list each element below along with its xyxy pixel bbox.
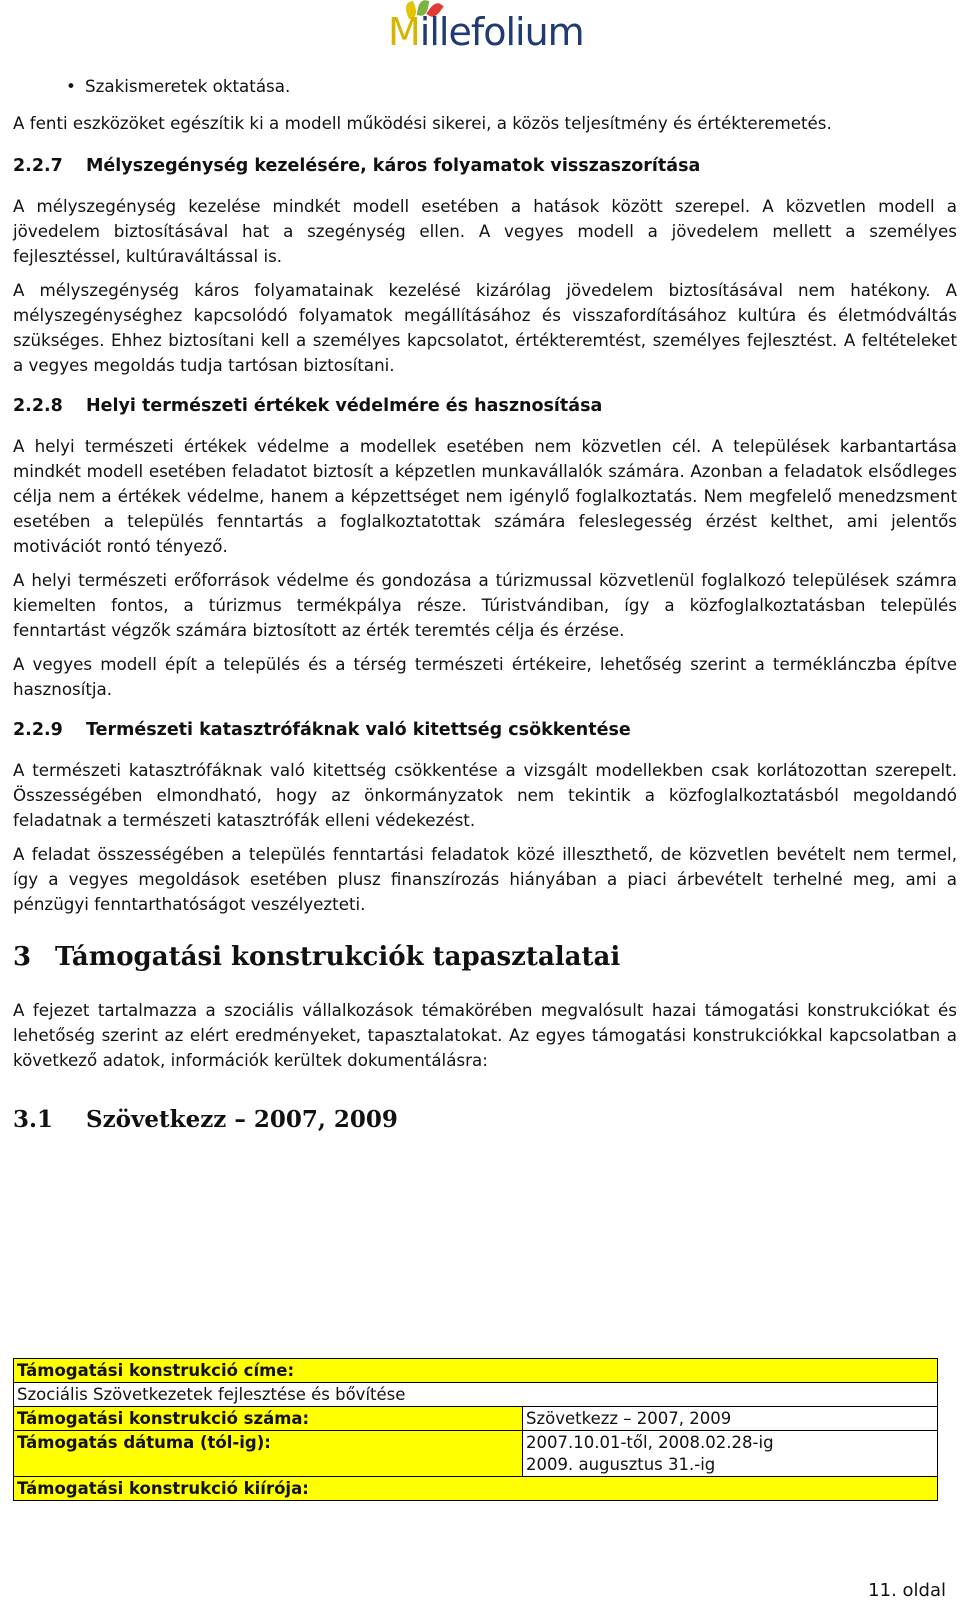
paragraph: A vegyes modell épít a település és a térség természeti értékeire, lehetőség szerint a terméklánczba építve hasznosítja.: [13, 654, 957, 699]
table-row: [14, 1383, 938, 1407]
table-row: [14, 1359, 938, 1383]
table-label-cell: Támogatási konstrukció címe:: [14, 1359, 938, 1383]
paragraph: A mélyszegénység káros folyamatainak kezelésé kizárólag jövedelem biztosításával nem hatékony. A mélyszegénységhez kapcsolódó folyamatok megállításához és visszafordításához kultúra és életmódváltás szükséges. Ehhez biztosítani kell a személyes kapcsolatot, értékteremtést, személyes fejlesztést. A feltételeket a vegyes megoldás tudja tartósan biztosítani.: [13, 280, 957, 375]
paragraph: A helyi természeti értékek védelme a modellek esetében nem közvetlen cél. A települések karbantartása mindkét modell esetében feladatot biztosít a képzetlen munkavállalók számára. Azonban a feladatok elsődleges célja nem a értékek védelme, hanem a képzettséget nem igénylő foglalkoztatás. Nem megfelelő menedzsment esetében a település fenntartás a foglalkoztatottak számára feleslegesség érzést kelthet, ami jelentős motivációt rontó tényező.: [13, 436, 957, 556]
section-title: Helyi természeti értékek védelmére és hasznosítása: [86, 396, 603, 416]
table-row: [14, 1407, 938, 1431]
table-value-cell: [523, 1431, 938, 1477]
table-value-cell: Szociális Szövetkezetek fejlesztése és bővítése: [14, 1383, 938, 1407]
millefolium-logo: [388, 2, 584, 62]
table-value-cell: Szövetkezz – 2007, 2009: [523, 1407, 938, 1431]
document-body: [13, 74, 957, 1155]
section-number: 2.2.8: [13, 396, 63, 416]
bullet-item: • Szakismeretek oktatása.: [13, 74, 957, 99]
paragraph: A fenti eszközöket egészítik ki a modell működési sikerei, a közös teljesítmény és értékteremetés.: [13, 113, 832, 133]
paragraph: A feladat összességében a település fenntartási feladatok közé illeszthető, de közvetlen bevételt nem termel, így a vegyes megoldások esetében plusz finanszírozás hiányában a piaci árbevételt terhelné meg, ami a pénzügyi fenntarthatóságot veszélyezteti.: [13, 844, 957, 914]
table-label-cell: Támogatás dátuma (tól-ig):: [14, 1431, 523, 1477]
chapter-heading-3: [13, 940, 957, 974]
table-row: [14, 1431, 938, 1477]
section-heading-227: [13, 154, 957, 179]
logo-wordmark: Millefolium: [388, 10, 584, 54]
table-label-cell: Támogatási konstrukció kiírója:: [14, 1477, 938, 1501]
section-number: 2.2.7: [13, 156, 63, 176]
paragraph: A helyi természeti erőforrások védelme és gondozása a túrizmussal közvetlenül foglalkozó települések számra kiemelten fontos, a túrizmus termékpálya része. Túristvándiban, így a közfoglalkoztatásban település fenntartást végzők számára biztosított az érték teremtés célja és érzése.: [13, 570, 957, 640]
date-line: 2007.10.01-től, 2008.02.28-ig: [526, 1433, 774, 1452]
section-heading-31: [13, 1105, 957, 1135]
date-line: 2009. augusztus 31.-ig: [526, 1455, 716, 1474]
section-title: Mélyszegénység kezelésére, káros folyamatok visszaszorítása: [86, 156, 701, 176]
section-title: Természeti katasztrófáknak való kitettség csökkentése: [86, 720, 631, 740]
paragraph: A mélyszegénység kezelése mindkét modell esetében a hatások között szerepel. A közvetlen modell a jövedelem biztosításával hat a szegénység ellen. A vegyes modell a jövedelem mellett a személyes fejlesztéssel, kultúraváltással is.: [13, 196, 957, 266]
page-number: 11. oldal: [868, 1580, 946, 1601]
table-label-cell: Támogatási konstrukció száma:: [14, 1407, 523, 1431]
section-number: 3.1: [13, 1106, 54, 1133]
info-table: [13, 1358, 938, 1501]
section-number: 2.2.9: [13, 720, 63, 740]
chapter-title: Támogatási konstrukciók tapasztalatai: [55, 942, 621, 972]
section-heading-228: [13, 394, 957, 419]
section-title: Szövetkezz – 2007, 2009: [86, 1106, 398, 1133]
paragraph: A fejezet tartalmazza a szociális vállalkozások témakörében megvalósult hazai támogatási konstrukciókat és lehetőség szerint az elért eredményeket, tapasztalatokat. Az egyes támogatási konstrukciókkal kapcsolatban a következő adatok, információk kerültek dokumentálásra:: [13, 1000, 957, 1070]
section-heading-229: [13, 718, 957, 743]
paragraph: A természeti katasztrófáknak való kitettség csökkentése a vizsgált modellekben csak korlátozottan szerepelt. Összességében elmondható, hogy az önkormányzatok nem tekintik a közfoglalkoztatásból megoldandó feladatnak a természeti katasztrófák elleni védekezést.: [13, 760, 957, 830]
table-row: [14, 1477, 938, 1501]
chapter-number: 3: [13, 942, 32, 972]
